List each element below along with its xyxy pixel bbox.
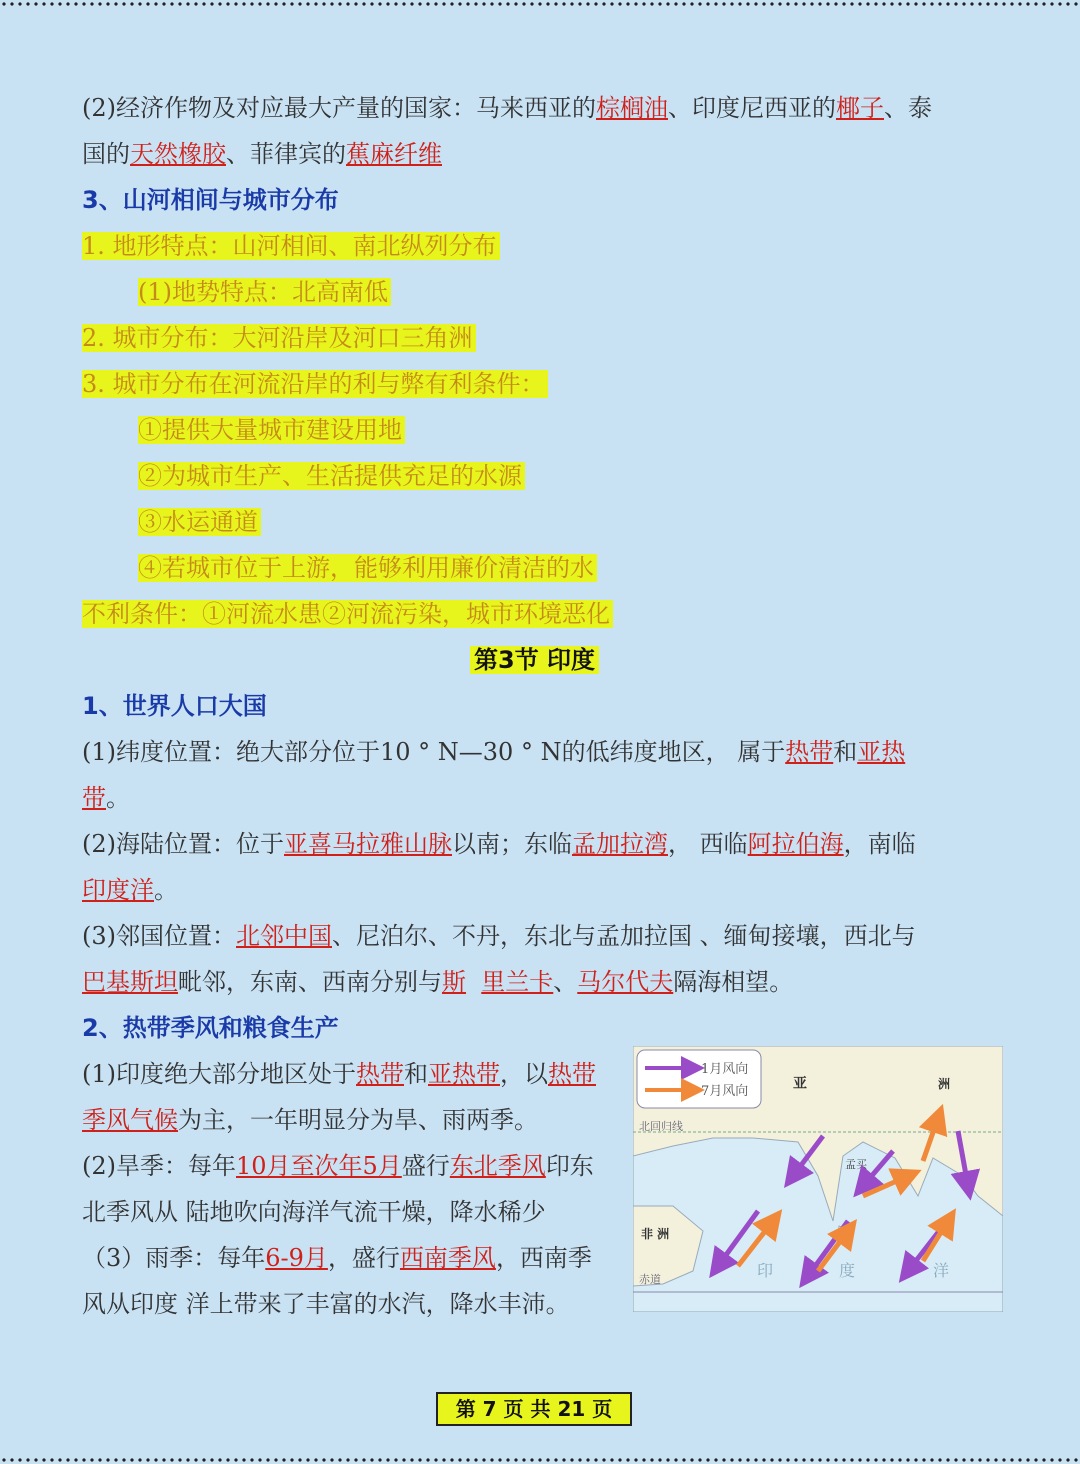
terrain-feature: 1. 地形特点：山河相间、南北纵列分布	[82, 226, 500, 266]
pro-2: ②为城市生产、生活提供充足的水源	[138, 456, 525, 496]
sea-land-line: (2)海陆位置：位于亚喜马拉雅山脉以南；东临孟加拉湾， 西临阿拉伯海，南临	[82, 830, 916, 858]
heading-mountains-rivers: 3、山河相间与城市分布	[82, 186, 339, 214]
neighbor-line: (3)邻国位置：北邻中国、尼泊尔、不丹，东北与孟加拉国 、缅甸接壤，西北与	[82, 922, 916, 950]
crops-line-2: 国的天然橡胶、菲律宾的蕉麻纤维	[82, 140, 442, 168]
city-distribution: 2. 城市分布：大河沿岸及河口三角洲	[82, 318, 476, 358]
svg-text:北回归线: 北回归线	[639, 1120, 683, 1133]
svg-text:非 洲: 非 洲	[641, 1227, 670, 1241]
rainy-season-line-2: 风从印度 洋上带来了丰富的水汽，降水丰沛。	[82, 1290, 570, 1318]
pro-3: ③水运通道	[138, 502, 261, 542]
elevation-feature: (1)地势特点：北高南低	[138, 272, 391, 312]
sea-land-line-2: 印度洋。	[82, 876, 178, 904]
dry-season-line: (2)旱季：每年10月至次年5月盛行东北季风印东	[82, 1152, 594, 1180]
rainy-season-line: （3）雨季：每年6-9月，盛行西南季风，西南季	[82, 1244, 592, 1272]
svg-text:亚: 亚	[793, 1076, 807, 1092]
neighbor-line-2: 巴基斯坦毗邻，东南、西南分别与斯 里兰卡、马尔代夫隔海相望。	[82, 968, 794, 996]
pro-1: ①提供大量城市建设用地	[138, 410, 405, 450]
svg-text:洲: 洲	[938, 1077, 951, 1091]
svg-text:孟买: 孟买	[845, 1158, 867, 1171]
svg-text:印: 印	[757, 1261, 774, 1280]
page-footer: 第 7 页 共 21 页	[436, 1392, 632, 1426]
svg-text:洋: 洋	[933, 1261, 950, 1280]
monsoon-map	[633, 1046, 1003, 1312]
section-title: 第3节 印度	[470, 640, 599, 680]
latitude-line-2: 带。	[82, 784, 130, 812]
svg-text:7月风向: 7月风向	[701, 1084, 749, 1099]
crops-line-1: (2)经济作物及对应最大产量的国家：马来西亚的棕榈油、印度尼西亚的椰子、泰	[82, 94, 932, 122]
svg-text:度: 度	[839, 1261, 856, 1280]
climate-line-2: 季风气候为主，一年明显分为旱、雨两季。	[82, 1106, 538, 1134]
heading-population: 1、世界人口大国	[82, 692, 267, 720]
pro-4: ④若城市位于上游，能够利用廉价清洁的水	[138, 548, 597, 588]
latitude-line: (1)纬度位置：绝大部分位于10 ° N—30 ° N的低纬度地区， 属于热带和亚热	[82, 738, 906, 766]
river-pros-cons: 3. 城市分布在河流沿岸的利与弊有利条件：	[82, 364, 548, 404]
svg-text:1月风向: 1月风向	[701, 1062, 749, 1077]
dry-season-line-2: 北季风从 陆地吹向海洋气流干燥，降水稀少	[82, 1198, 546, 1226]
heading-monsoon: 2、热带季风和粮食生产	[82, 1014, 339, 1042]
cons: 不利条件：①河流水患②河流污染，城市环境恶化	[82, 594, 613, 634]
climate-line: (1)印度绝大部分地区处于热带和亚热带，以热带	[82, 1060, 596, 1088]
top-dot-border	[0, 0, 1080, 8]
svg-text:赤道: 赤道	[639, 1273, 661, 1286]
legend-box	[637, 1050, 761, 1108]
bottom-dot-border	[0, 1456, 1080, 1464]
